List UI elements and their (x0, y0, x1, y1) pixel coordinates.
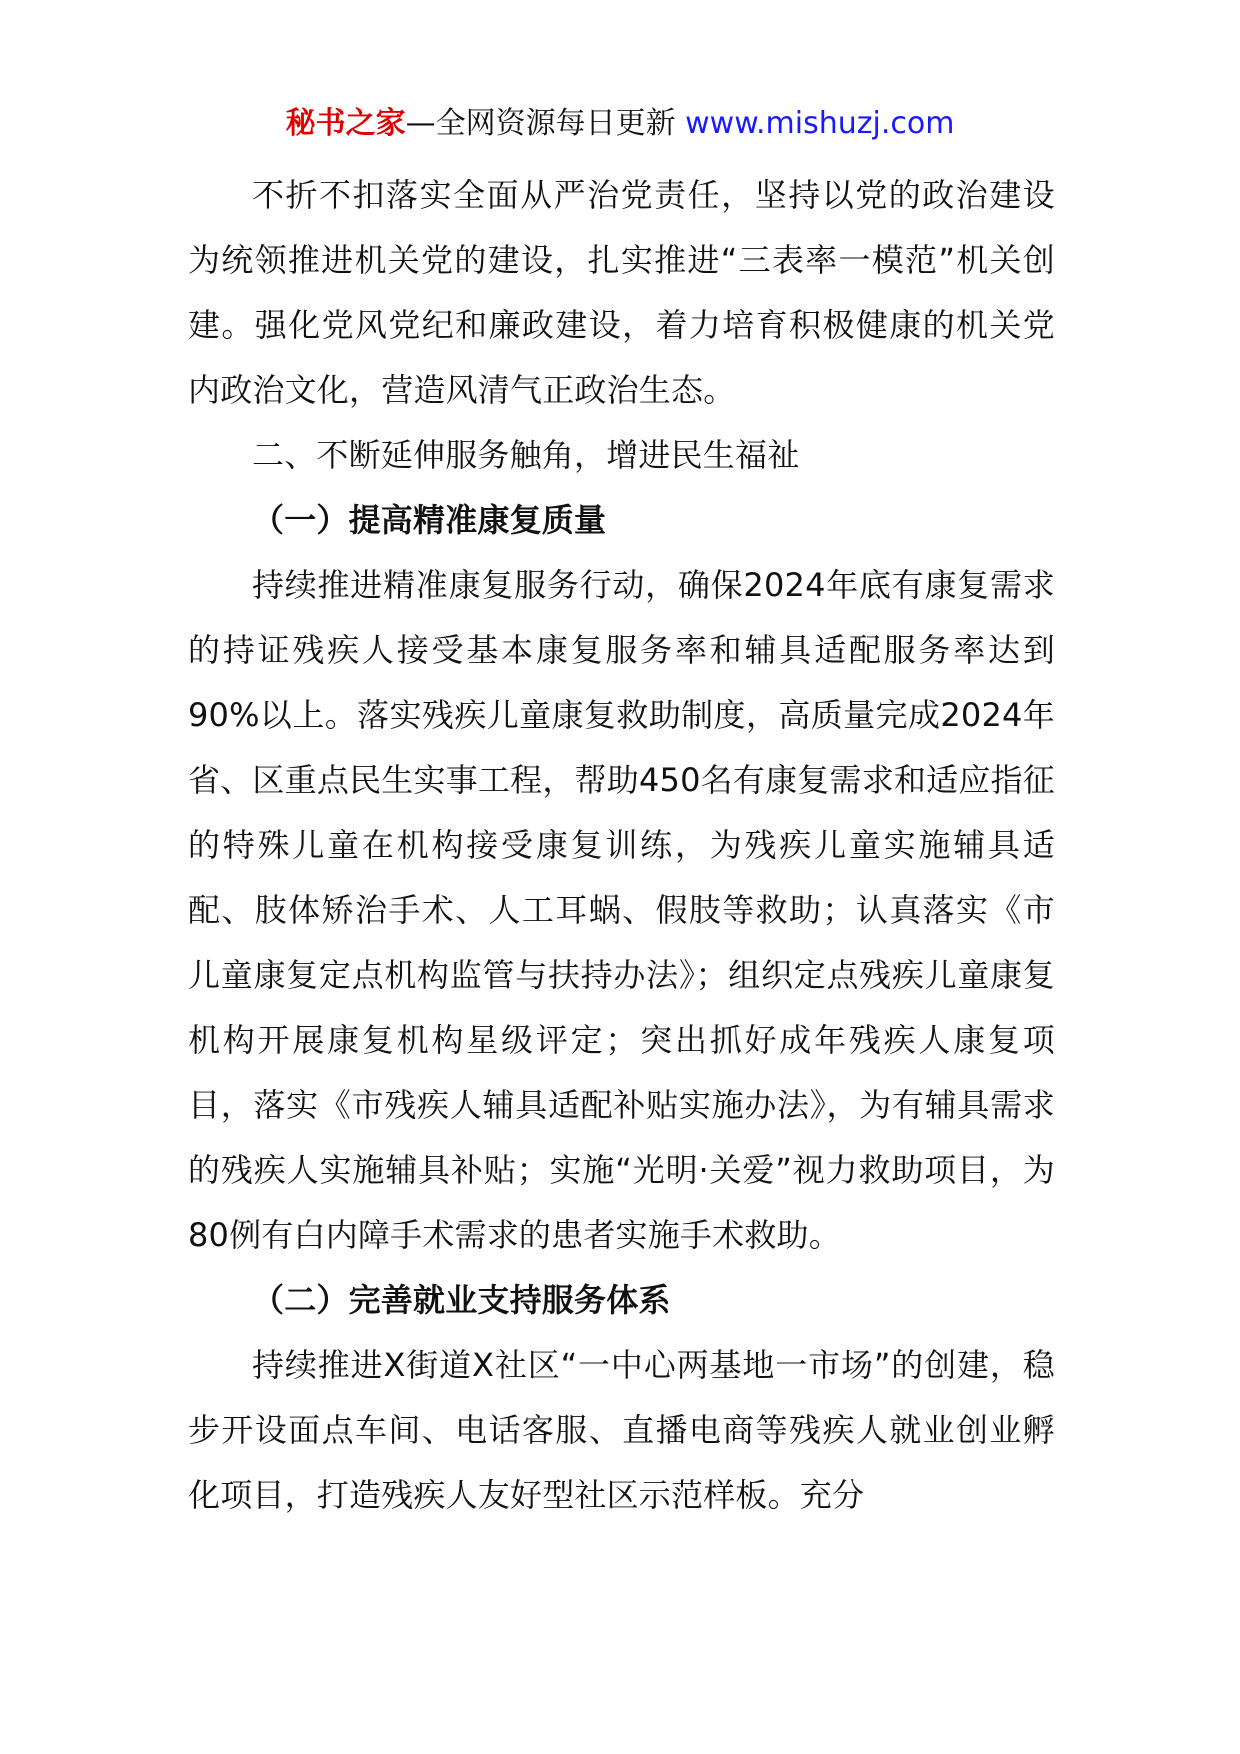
document-body (188, 163, 1055, 1528)
site-slogan: —全网资源每日更新 (405, 106, 676, 141)
site-url-link[interactable]: www.mishuzj.com (685, 106, 955, 141)
site-brand: 秘书之家 (285, 106, 406, 141)
subsection-heading-employment: （二）完善就业支持服务体系 (252, 1281, 671, 1319)
paragraph-party-building: 不折不扣落实全面从严治党责任，坚持以党的政治建设为统领推进机关党的建设，扎实推进“三表率一模范”机关创建。强化党风党纪和廉政建设，着力培育积极健康的机关党内政治文化，营造风清气正政治生态。 (188, 176, 1055, 409)
site-header (0, 102, 1240, 146)
paragraph-rehabilitation: 持续推进精准康复服务行动，确保2024年底有康复需求的持证残疾人接受基本康复服务率和辅具适配服务率达到90%以上。落实残疾儿童康复救助制度，高质量完成2024年省、区重点民生实事工程，帮助450名有康复需求和适应指征的特殊儿童在机构接受康复训练，为残疾儿童实施辅具适配、肢体矫治手术、人工耳蜗、假肢等救助；认真落实《市儿童康复定点机构监管与扶持办法》；组织定点残疾儿童康复机构开展康复机构星级评定；突出抓好成年残疾人康复项目，落实《市残疾人辅具适配补贴实施办法》，为有辅具需求的残疾人实施辅具补贴；实施“光明·关爱”视力救助项目，为80例有白内障手术需求的患者实施手术救助。 (188, 566, 1055, 1254)
section-heading-2: 二、不断延伸服务触角，增进民生福祉 (252, 436, 800, 474)
subsection-heading-rehabilitation: （一）提高精准康复质量 (252, 501, 607, 539)
paragraph-employment: 持续推进X街道X社区“一中心两基地一市场”的创建，稳步开设面点车间、电话客服、直播电商等残疾人就业创业孵化项目，打造残疾人友好型社区示范样板。充分 (188, 1346, 1055, 1514)
